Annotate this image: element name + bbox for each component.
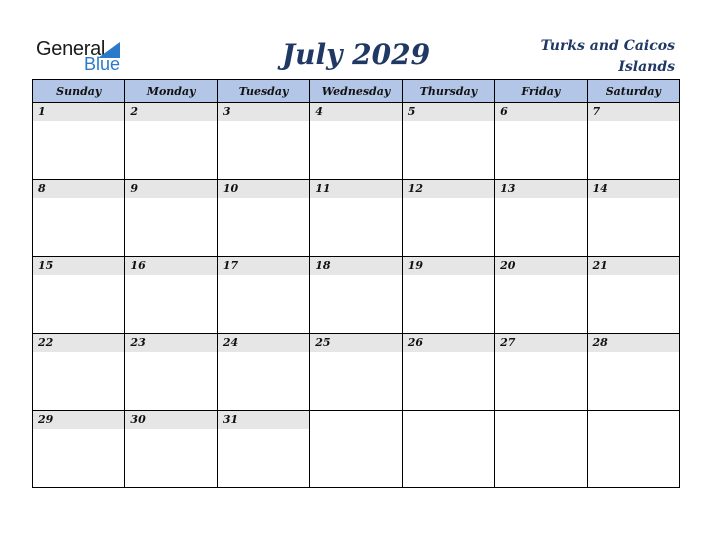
day-number: 1: [33, 103, 124, 121]
weekday-header: Tuesday: [217, 80, 309, 103]
logo-text-blue: Blue: [84, 54, 121, 74]
day-number: [403, 411, 494, 429]
day-cell: [217, 334, 309, 411]
day-number: 24: [218, 334, 309, 352]
day-cell: [125, 257, 217, 334]
day-number: 30: [125, 411, 216, 429]
day-cell: [125, 411, 217, 488]
day-cell: [402, 103, 494, 180]
day-cell: [495, 103, 587, 180]
day-number: 16: [125, 257, 216, 275]
day-number: 27: [495, 334, 586, 352]
day-number: [310, 411, 401, 429]
day-cell: [33, 334, 125, 411]
day-number: 21: [588, 257, 679, 275]
calendar-grid: [32, 79, 680, 488]
weekday-header: Wednesday: [310, 80, 402, 103]
week-row: [33, 103, 680, 180]
day-cell: [125, 334, 217, 411]
page-title: July 2029: [281, 38, 431, 71]
weekday-header: Thursday: [402, 80, 494, 103]
day-cell: [217, 180, 309, 257]
day-number: 9: [125, 180, 216, 198]
day-cell: [310, 257, 402, 334]
day-cell: [33, 103, 125, 180]
region-label: Turks and Caicos Islands: [540, 38, 675, 75]
day-cell: [587, 334, 679, 411]
day-cell: [495, 257, 587, 334]
day-cell: [495, 180, 587, 257]
day-cell: [217, 411, 309, 488]
day-number: 17: [218, 257, 309, 275]
day-number: 22: [33, 334, 124, 352]
day-number: 20: [495, 257, 586, 275]
day-number: 23: [125, 334, 216, 352]
day-cell: [402, 334, 494, 411]
day-number: 6: [495, 103, 586, 121]
day-cell: [33, 180, 125, 257]
day-cell: [402, 411, 494, 488]
day-cell: [310, 180, 402, 257]
day-number: 13: [495, 180, 586, 198]
day-cell: [402, 257, 494, 334]
day-cell: [33, 257, 125, 334]
day-number: 26: [403, 334, 494, 352]
day-cell: [587, 257, 679, 334]
day-number: 29: [33, 411, 124, 429]
brand-logo: [36, 38, 136, 78]
day-number: 5: [403, 103, 494, 121]
day-number: 3: [218, 103, 309, 121]
day-cell: [587, 103, 679, 180]
day-number: 8: [33, 180, 124, 198]
weekday-header-row: [33, 80, 680, 103]
day-cell: [495, 334, 587, 411]
day-number: 11: [310, 180, 401, 198]
day-cell: [125, 103, 217, 180]
day-number: 14: [588, 180, 679, 198]
day-number: 28: [588, 334, 679, 352]
day-cell: [587, 180, 679, 257]
day-number: 7: [588, 103, 679, 121]
day-cell: [33, 411, 125, 488]
week-row: [33, 411, 680, 488]
day-number: 10: [218, 180, 309, 198]
day-number: 25: [310, 334, 401, 352]
day-number: 18: [310, 257, 401, 275]
day-number: 31: [218, 411, 309, 429]
day-cell: [217, 103, 309, 180]
day-number: 19: [403, 257, 494, 275]
day-number: 12: [403, 180, 494, 198]
day-number: 4: [310, 103, 401, 121]
week-row: [33, 334, 680, 411]
day-cell: [495, 411, 587, 488]
day-cell: [125, 180, 217, 257]
week-row: [33, 180, 680, 257]
day-cell: [217, 257, 309, 334]
logo-text-general: General: [36, 38, 106, 60]
day-cell: [587, 411, 679, 488]
weekday-header: Friday: [495, 80, 587, 103]
day-cell: [310, 334, 402, 411]
day-number: 2: [125, 103, 216, 121]
weekday-header: Sunday: [33, 80, 125, 103]
day-cell: [310, 411, 402, 488]
day-number: [495, 411, 586, 429]
day-cell: [310, 103, 402, 180]
day-number: [588, 411, 679, 429]
weekday-header: Monday: [125, 80, 217, 103]
weekday-header: Saturday: [587, 80, 679, 103]
day-number: 15: [33, 257, 124, 275]
day-cell: [402, 180, 494, 257]
week-row: [33, 257, 680, 334]
